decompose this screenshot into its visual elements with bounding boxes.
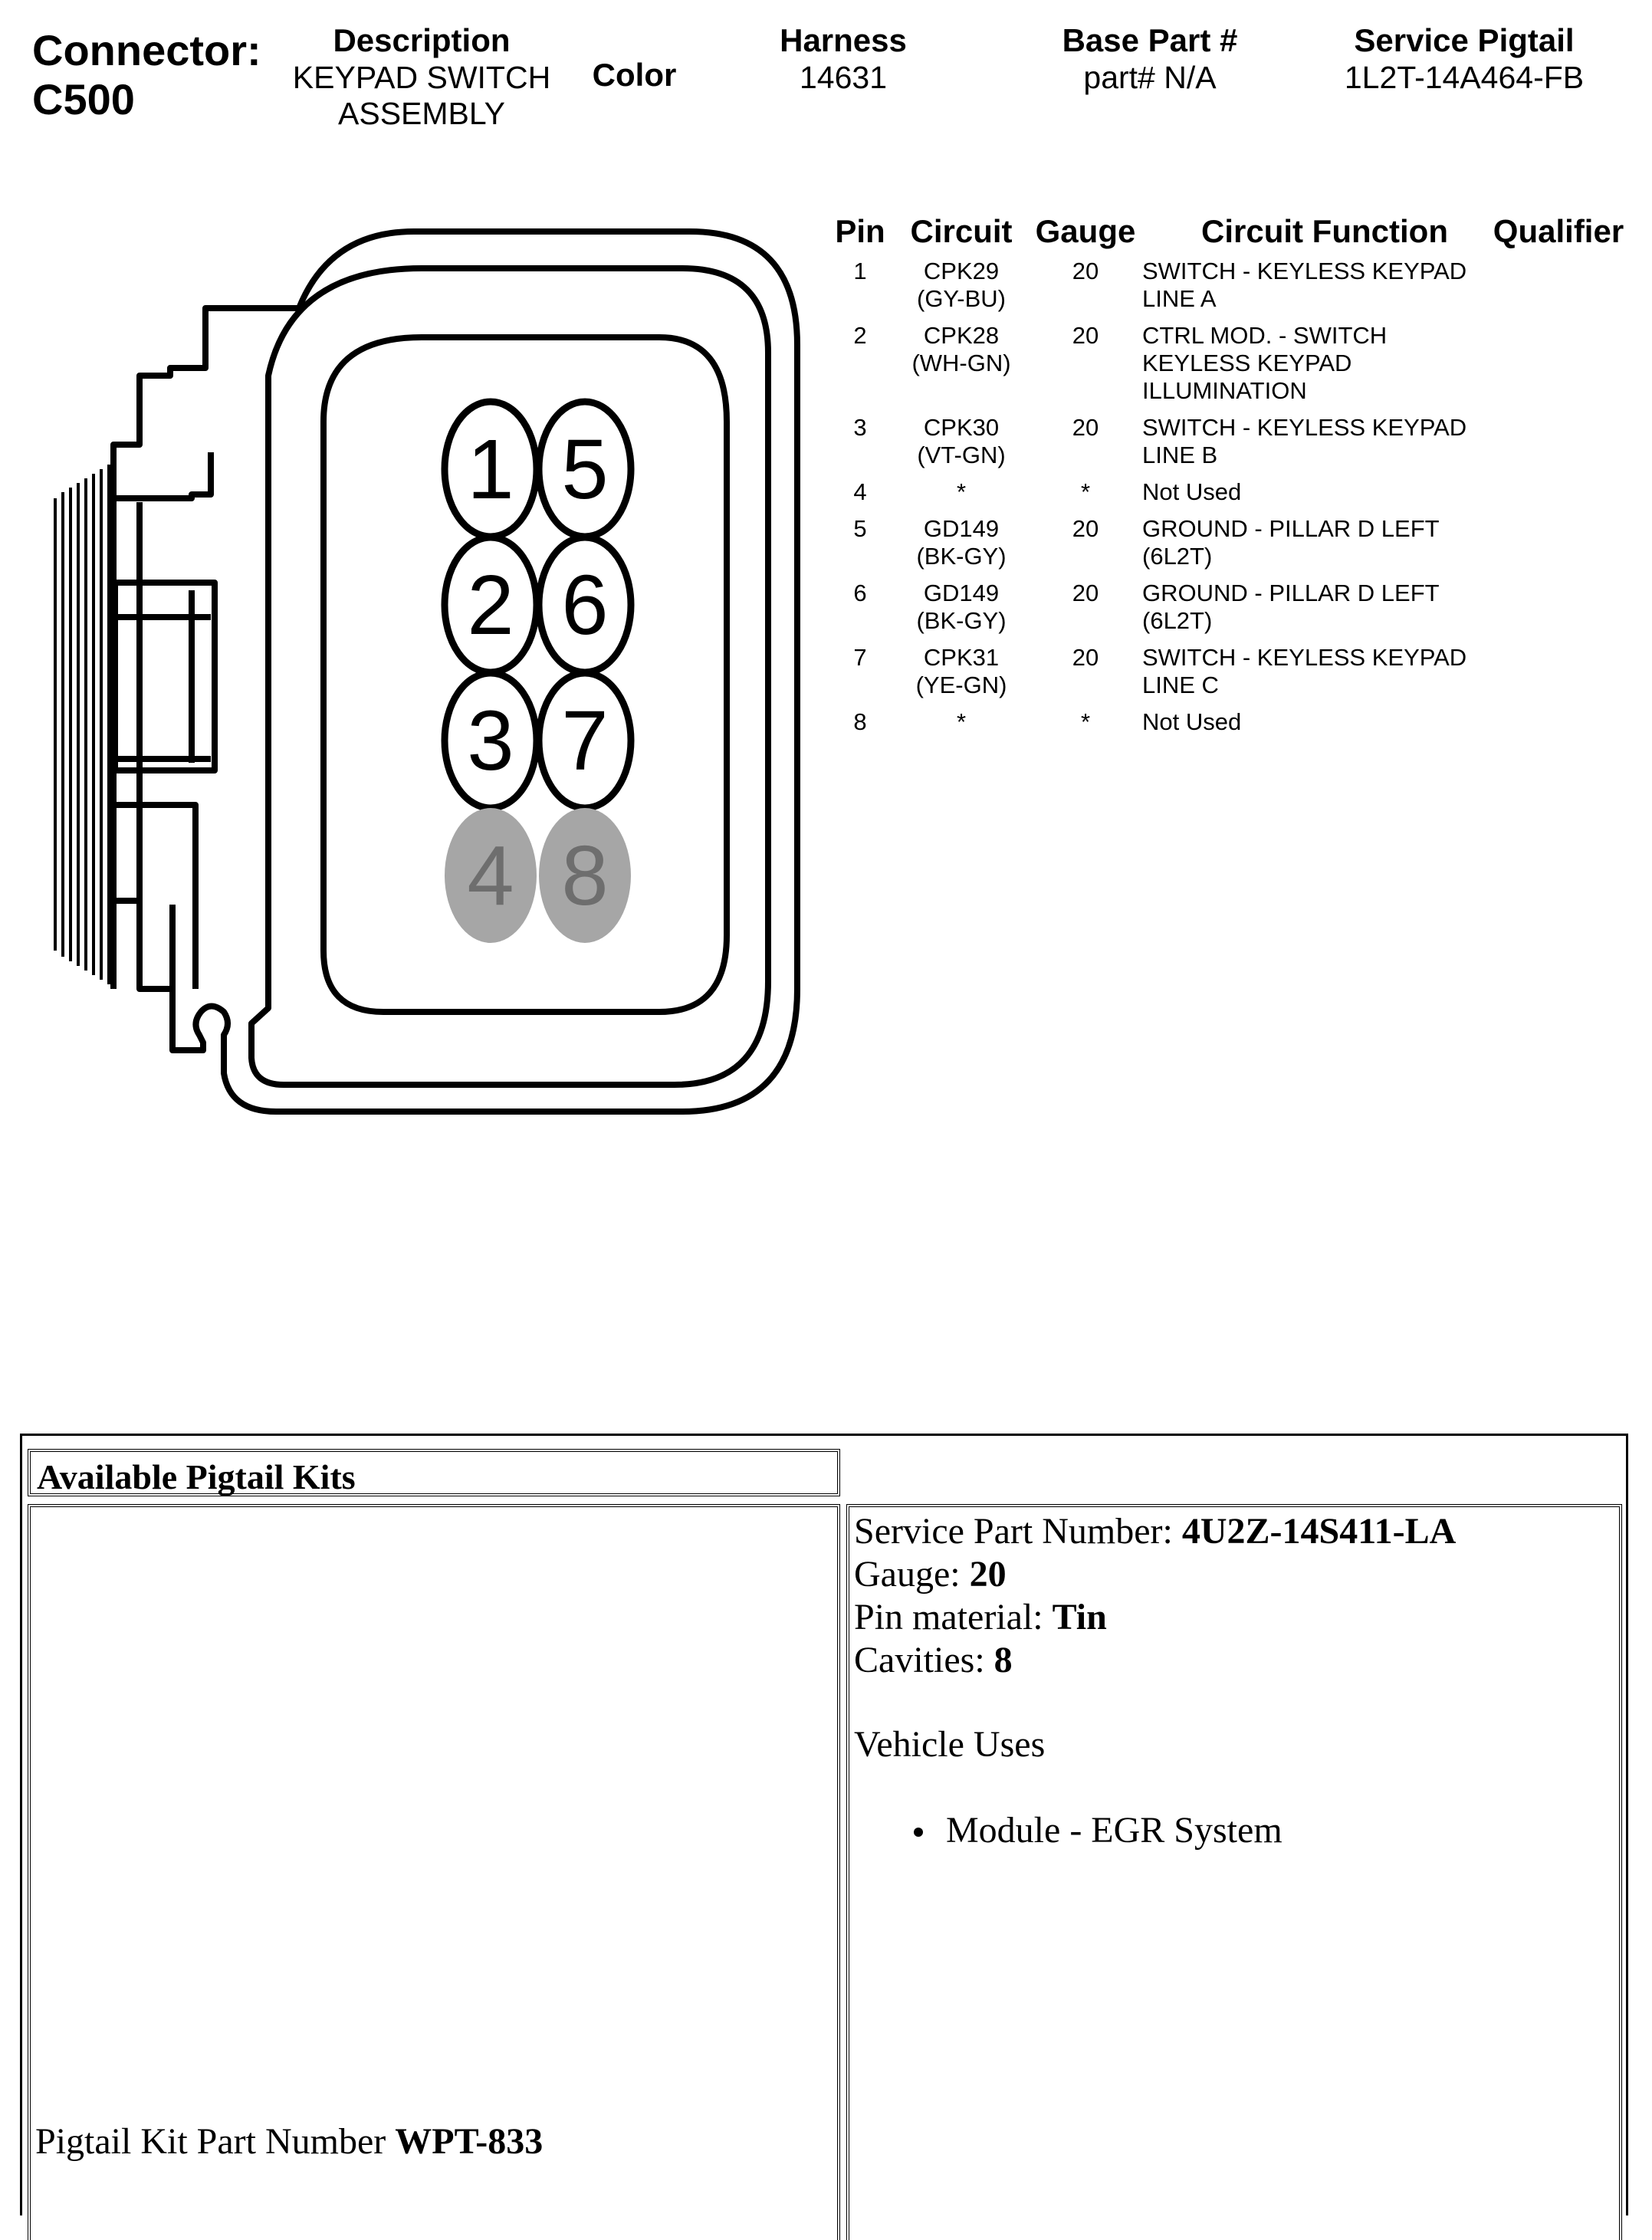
pin-number: 5 [853, 515, 867, 542]
kit-gauge [854, 1553, 1456, 1596]
pin-gauge: 20 [1072, 414, 1099, 441]
pigtail-kits-title: Available Pigtail Kits [37, 1457, 356, 1496]
pin-table [826, 209, 1639, 745]
header-gauge: Gauge [1035, 213, 1136, 249]
pin-gauge: 20 [1072, 322, 1099, 349]
pin-gauge: 20 [1072, 580, 1099, 606]
harness-value: 14631 [799, 60, 887, 95]
service-pigtail-label: Service Pigtail [1354, 22, 1575, 58]
pin-circuit: GD149 (BK-GY) [916, 515, 1007, 570]
pin-circuit: GD149 (BK-GY) [916, 580, 1007, 634]
vehicle-use-item: Module - EGR System [946, 1809, 1283, 1852]
service-part-number [854, 1510, 1456, 1553]
pigtail-kit-image-cell [28, 1504, 840, 2240]
cavity-label-6: 6 [561, 558, 609, 652]
color-label: Color [592, 57, 677, 93]
bullet-icon [914, 1828, 923, 1837]
vehicle-uses-label: Vehicle Uses [854, 1724, 1046, 1765]
pin-gauge: 20 [1072, 644, 1099, 671]
harness-label: Harness [780, 22, 907, 58]
pin-circuit-function: Not Used [1142, 708, 1242, 735]
service-part-value: 4U2Z-14S411-LA [1181, 1511, 1457, 1552]
base-part-value: part# N/A [1083, 60, 1217, 95]
vehicle-uses-list [946, 1809, 1283, 1852]
pigtail-kit-specs [854, 1510, 1456, 1682]
connector-title [32, 26, 285, 124]
pin-gauge: 20 [1072, 258, 1099, 284]
pin-number: 7 [853, 644, 867, 671]
cavities-value: 8 [993, 1640, 1013, 1680]
service-part-label: Service Part Number: [854, 1511, 1182, 1552]
pin-circuit: CPK29 (GY-BU) [917, 258, 1006, 312]
header-qualifier: Qualifier [1493, 213, 1624, 249]
pin-material [854, 1596, 1456, 1639]
pin-gauge: * [1080, 478, 1091, 505]
description-line-2: ASSEMBLY [338, 96, 505, 131]
pin-circuit-function: Not Used [1142, 478, 1242, 505]
pigtail-kits-title-cell [28, 1449, 840, 1496]
pin-circuit-function: SWITCH - KEYLESS KEYPAD LINE A [1142, 258, 1467, 312]
pin-circuit-function: SWITCH - KEYLESS KEYPAD LINE B [1142, 414, 1467, 468]
pin-number: 8 [853, 708, 867, 735]
header-pin: Pin [835, 213, 885, 249]
base-part-label: Base Part # [1062, 22, 1238, 58]
pin-circuit: CPK31 (YE-GN) [915, 644, 1007, 698]
header-circuit-function: Circuit Function [1201, 213, 1448, 249]
pin-row-6 [826, 580, 1639, 644]
cavity-label-5: 5 [561, 422, 609, 517]
cavity-label-2: 2 [467, 558, 514, 652]
pin-gauge: * [1080, 708, 1091, 735]
base-part-column [1027, 21, 1273, 96]
pin-table-body [826, 258, 1639, 745]
pin-circuit-function: GROUND - PILLAR D LEFT (6L2T) [1142, 580, 1440, 634]
service-pigtail-value: 1L2T-14A464-FB [1344, 60, 1585, 95]
pin-circuit-function: SWITCH - KEYLESS KEYPAD LINE C [1142, 644, 1467, 698]
pin-circuit: CPK30 (VT-GN) [917, 414, 1006, 468]
kit-gauge-label: Gauge: [854, 1554, 970, 1595]
connector-face-diagram [23, 222, 805, 1127]
pin-row-3 [826, 414, 1639, 478]
pin-row-2 [826, 322, 1639, 414]
pin-circuit-function: GROUND - PILLAR D LEFT (6L2T) [1142, 515, 1440, 570]
service-pigtail-column [1303, 21, 1625, 96]
cavities-count [854, 1639, 1456, 1682]
pin-circuit: * [956, 708, 967, 735]
pin-number: 6 [853, 580, 867, 606]
pin-number: 1 [853, 258, 867, 284]
latch-body [113, 376, 211, 989]
kit-part-label: Pigtail Kit Part Number [35, 2121, 396, 2162]
cavities-label: Cavities: [854, 1640, 994, 1680]
pigtail-kit-details-cell [846, 1504, 1622, 2240]
pin-row-1 [826, 258, 1639, 322]
pin-circuit: * [956, 478, 967, 505]
cavity-label-1: 1 [467, 422, 514, 517]
kit-gauge-value: 20 [969, 1554, 1007, 1595]
cavity-label-3: 3 [467, 694, 514, 788]
pin-row-7 [826, 644, 1639, 708]
description-label: Description [333, 22, 511, 58]
pin-circuit: CPK28 (WH-GN) [911, 322, 1011, 376]
cavity-group [445, 402, 631, 943]
pin-circuit-function: CTRL MOD. - SWITCH KEYLESS KEYPAD ILLUMINATION [1142, 322, 1388, 404]
pin-row-5 [826, 515, 1639, 580]
cavity-label-4: 4 [467, 829, 514, 923]
pin-row-4 [826, 478, 1639, 515]
pin-table-header [826, 209, 1639, 258]
header-circuit: Circuit [910, 213, 1013, 249]
housing-ribs [55, 465, 109, 984]
description-column [276, 21, 567, 132]
pin-gauge: 20 [1072, 515, 1099, 542]
pin-material-label: Pin material: [854, 1597, 1053, 1637]
latch-window [115, 583, 215, 770]
harness-column [736, 21, 951, 96]
pin-material-value: Tin [1052, 1597, 1107, 1637]
connector-id: C500 [32, 75, 135, 123]
cavity-label-7: 7 [561, 694, 609, 788]
pin-number: 3 [853, 414, 867, 441]
pin-number: 4 [853, 478, 867, 505]
connector-label: Connector: [32, 26, 261, 74]
pin-row-8 [826, 708, 1639, 745]
cavity-label-8: 8 [561, 829, 609, 923]
kit-part-value: WPT-833 [395, 2121, 544, 2162]
pin-number: 2 [853, 322, 867, 349]
pigtail-kit-part-number [35, 2120, 543, 2163]
description-line-1: KEYPAD SWITCH [292, 60, 551, 95]
